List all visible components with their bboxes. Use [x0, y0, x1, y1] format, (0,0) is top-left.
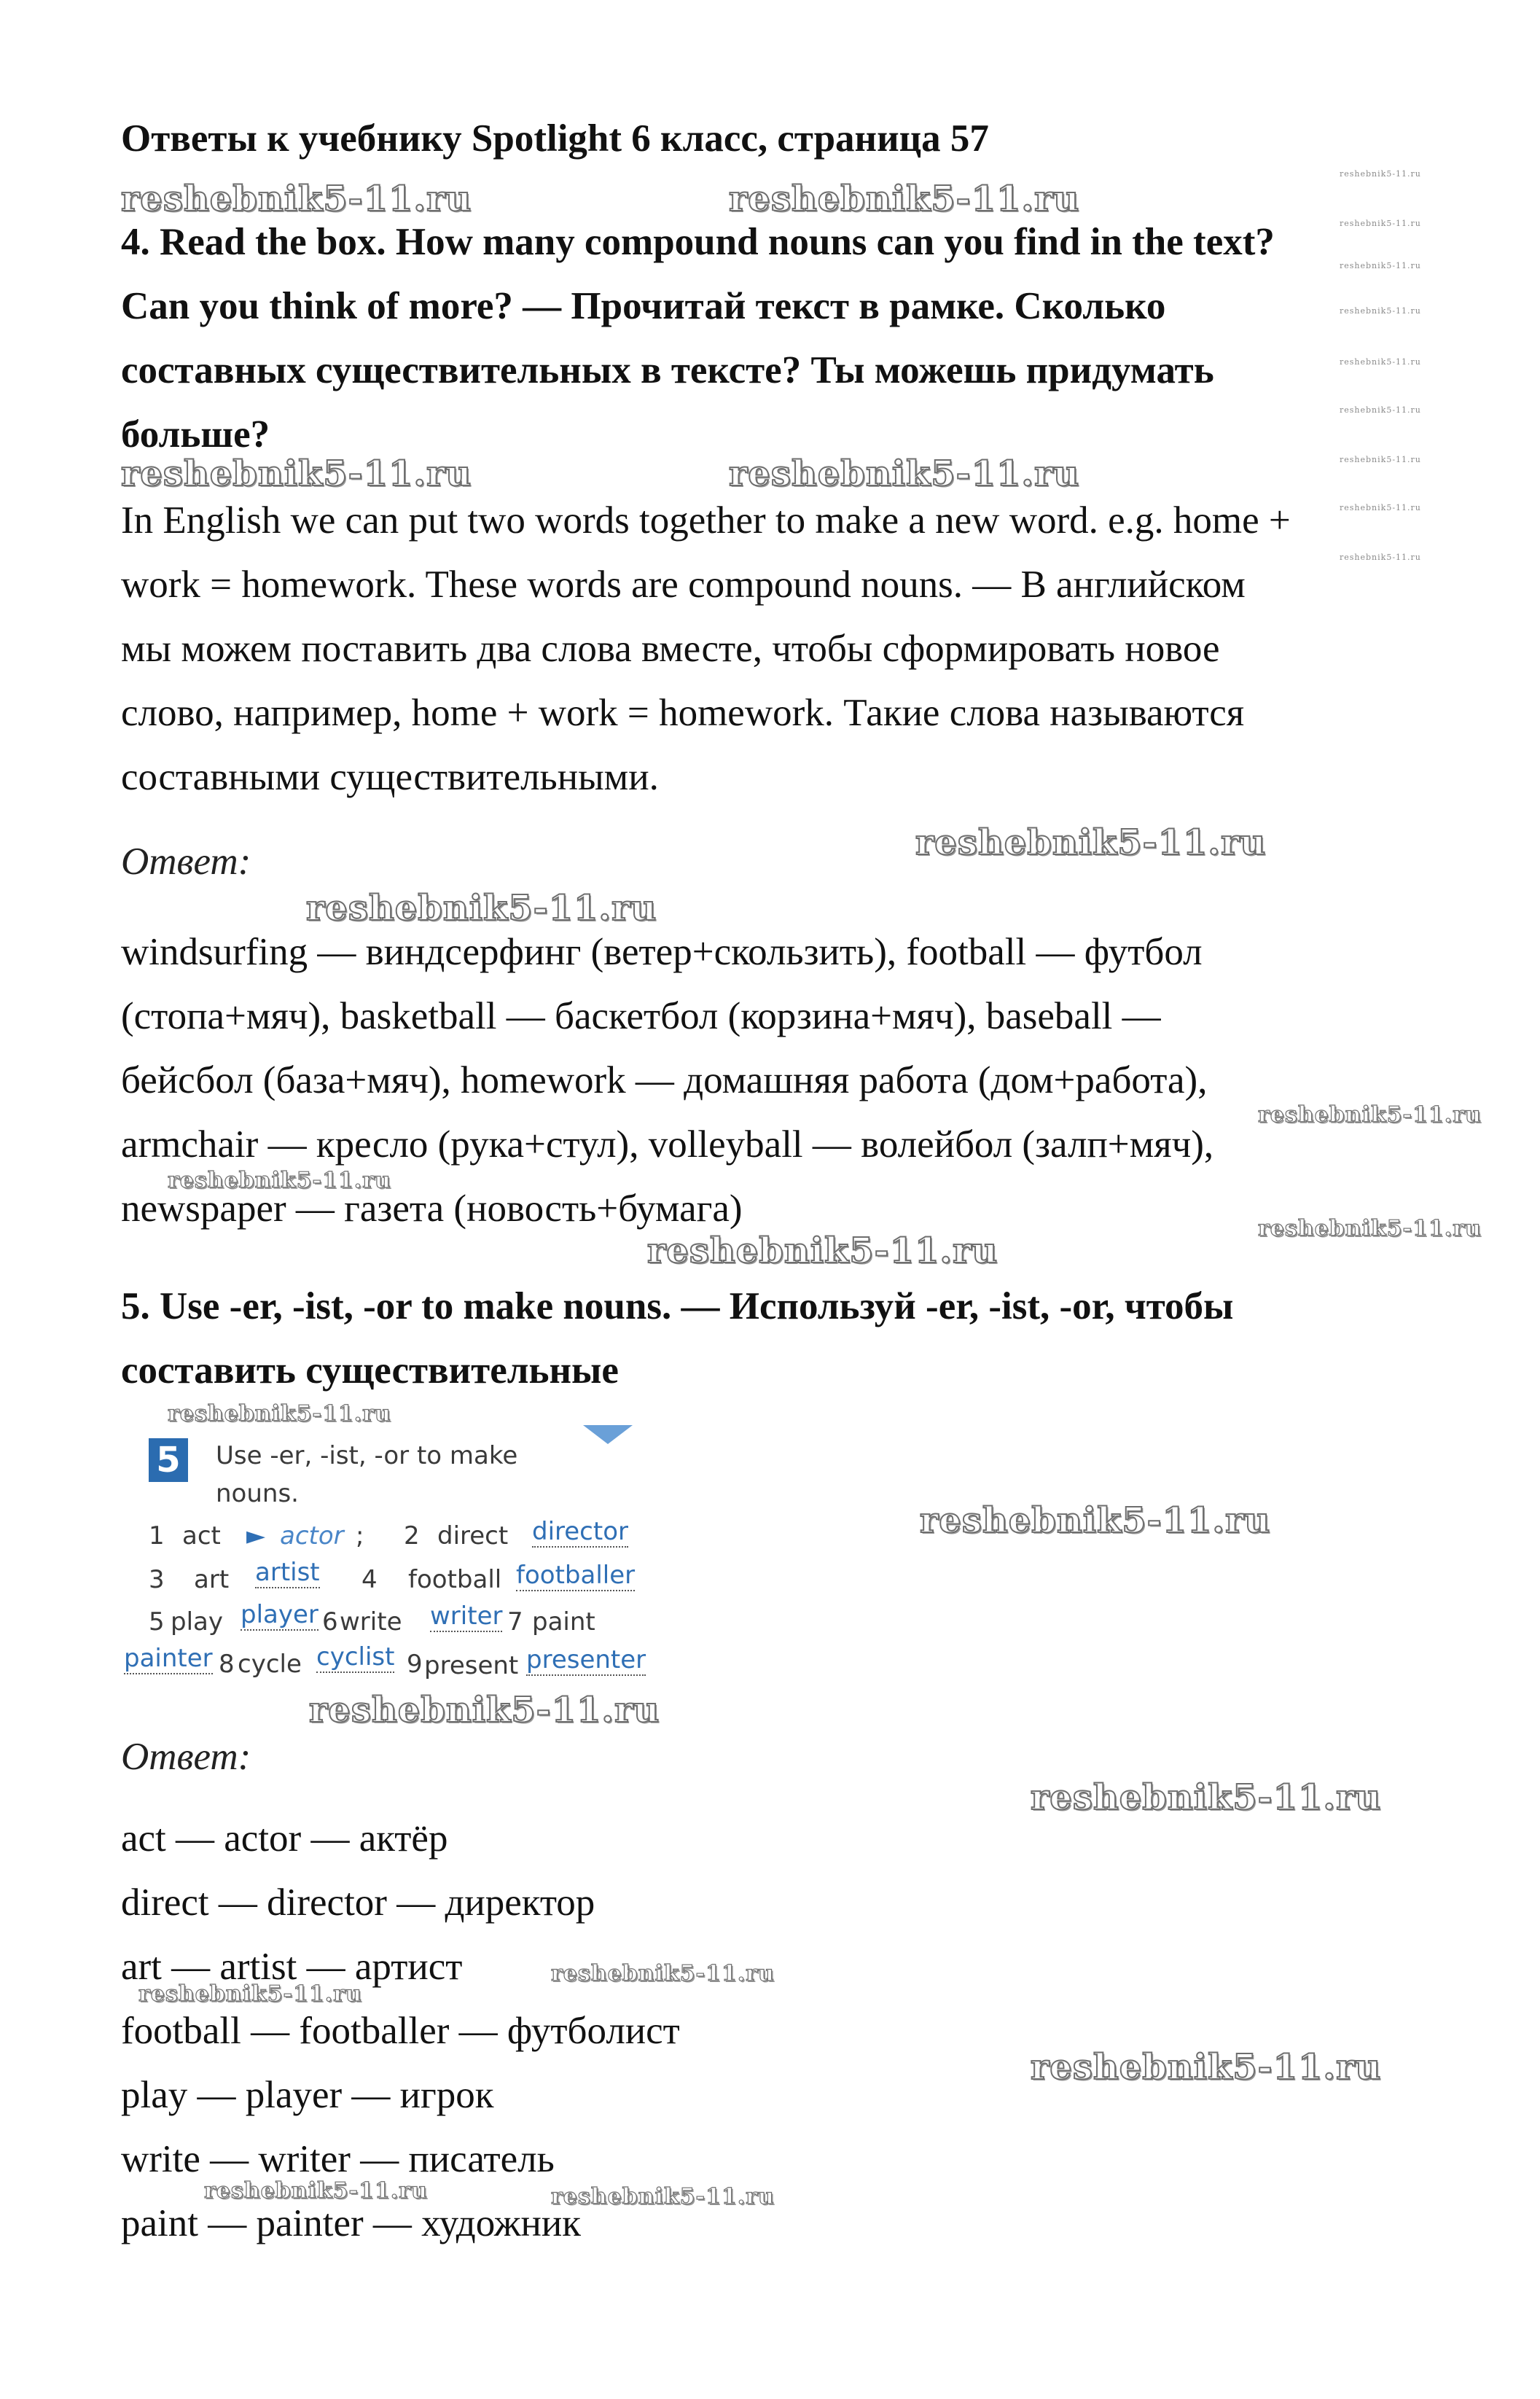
task5-answer-line: paint — painter — художник [121, 2202, 582, 2244]
item-number: 2 [404, 1521, 420, 1550]
item-number: 1 [149, 1521, 165, 1550]
instruction: nouns. [216, 1479, 299, 1508]
item-number: 3 [149, 1565, 165, 1594]
item-word: play [171, 1607, 223, 1637]
task4-text-line: составными существительными. [121, 756, 659, 798]
item-answer: cyclist [316, 1642, 395, 1672]
answer-label: Ответ: [121, 840, 251, 883]
page-title: Ответы к учебнику Spotlight 6 класс, страница 57 [121, 117, 989, 160]
item-number: 7 [507, 1607, 523, 1637]
item-word: cycle [238, 1650, 302, 1679]
item-answer: player [241, 1600, 318, 1629]
item-answer: writer [430, 1602, 503, 1631]
item-answer: footballer [516, 1561, 636, 1590]
watermark: reshebnik5-11.ru [306, 888, 657, 929]
task4-title-line: 4. Read the box. How many compound nouns can you find in the text? [121, 221, 1275, 263]
task5-title-line: 5. Use -er, -ist, -or to make nouns. — Используй -er, -ist, -or, чтобы [121, 1285, 1234, 1327]
task4-answer-line: newspaper — газета (новость+бумага) [121, 1187, 743, 1230]
task5-answer-line: art — artist — артист [121, 1946, 463, 1988]
task4-title-line: больше? [121, 413, 270, 456]
watermark: reshebnik5-11.ru [1340, 357, 1421, 367]
task4-answer-line: windsurfing — виндсерфинг (ветер+скользить), football — футбол [121, 931, 1203, 973]
exercise-number: 5 [149, 1438, 188, 1482]
item-number: 6 [322, 1607, 338, 1637]
watermark: reshebnik5-11.ru [121, 453, 472, 494]
watermark: reshebnik5-11.ru [1340, 219, 1421, 228]
watermark: reshebnik5-11.ru [309, 1690, 660, 1731]
item-answer: presenter [526, 1645, 646, 1674]
watermark: reshebnik5-11.ru [1340, 455, 1421, 464]
watermark: reshebnik5-11.ru [121, 179, 472, 219]
task4-title-line: составных существительных в тексте? Ты можешь придумать [121, 349, 1214, 391]
task4-text-line: мы можем поставить два слова вместе, чтобы сформировать новое [121, 628, 1220, 670]
item-answer: painter [124, 1644, 213, 1673]
task4-text-line: work = homework. These words are compound nouns. — В английском [121, 563, 1246, 606]
separator: ; [356, 1521, 364, 1550]
item-word: present [424, 1651, 519, 1680]
watermark: reshebnik5-11.ru [915, 822, 1267, 863]
item-number: 9 [407, 1650, 423, 1679]
task4-answer-line: бейсбол (база+мяч), homework — домашняя работа (дом+работа), [121, 1059, 1208, 1101]
task4-title-line: Can you think of more? — Прочитай текст в рамке. Сколько [121, 285, 1166, 327]
item-word: act [182, 1521, 221, 1550]
task4-text-line: слово, например, home + work = homework. Такие слова называются [121, 692, 1245, 734]
watermark: reshebnik5-11.ru [1340, 169, 1421, 179]
item-number: 4 [361, 1565, 378, 1594]
task4-answer-line: armchair — кресло (рука+стул), volleyball — волейбол (залп+мяч), [121, 1123, 1214, 1166]
arrow-icon: ► [246, 1521, 266, 1550]
watermark: reshebnik5-11.ru [729, 179, 1080, 219]
task5-answer-line: direct — director — директор [121, 1881, 595, 1924]
item-number: 8 [219, 1650, 235, 1679]
task5-answer-line: write — writer — писатель [121, 2138, 555, 2180]
item-number: 5 [149, 1607, 165, 1637]
item-answer: artist [255, 1558, 320, 1587]
answer-label: Ответ: [121, 1736, 251, 1778]
watermark: reshebnik5-11.ru [1340, 261, 1421, 270]
item-word: football [408, 1565, 502, 1594]
task5-answer-line: football — footballer — футболист [121, 2010, 680, 2052]
watermark: reshebnik5-11.ru [138, 1981, 362, 2007]
bookmark-ribbon-icon [583, 1425, 633, 1444]
instruction: Use -er, -ist, -or to make [216, 1441, 518, 1470]
watermark: reshebnik5-11.ru [920, 1500, 1271, 1541]
watermark: reshebnik5-11.ru [551, 1961, 775, 1986]
watermark: reshebnik5-11.ru [168, 1401, 391, 1427]
task5-answer-line: act — actor — актёр [121, 1817, 448, 1860]
watermark: reshebnik5-11.ru [1031, 2047, 1382, 2088]
watermark: reshebnik5-11.ru [1258, 1216, 1482, 1241]
watermark: reshebnik5-11.ru [729, 453, 1080, 494]
watermark: reshebnik5-11.ru [1340, 553, 1421, 562]
task4-answer-line: (стопа+мяч), basketball — баскетбол (корзина+мяч), baseball — [121, 995, 1161, 1037]
item-word: paint [532, 1607, 595, 1637]
watermark: reshebnik5-11.ru [1340, 306, 1421, 316]
watermark: reshebnik5-11.ru [1340, 503, 1421, 512]
textbook-excerpt [124, 1425, 663, 1695]
task5-answer-line: play — player — игрок [121, 2074, 494, 2116]
watermark: reshebnik5-11.ru [168, 1168, 391, 1193]
task4-text-line: In English we can put two words together to make a new word. e.g. home + [121, 499, 1291, 542]
item-word: art [194, 1565, 230, 1594]
item-answer: director [532, 1517, 628, 1546]
watermark: reshebnik5-11.ru [1340, 405, 1421, 415]
watermark: reshebnik5-11.ru [204, 2178, 428, 2204]
watermark: reshebnik5-11.ru [551, 2184, 775, 2209]
item-answer: actor [280, 1521, 344, 1550]
item-word: write [340, 1607, 402, 1637]
watermark: reshebnik5-11.ru [1258, 1102, 1482, 1128]
item-word: direct [437, 1521, 509, 1550]
watermark: reshebnik5-11.ru [1031, 1777, 1382, 1818]
task5-title-line: составить существительные [121, 1349, 619, 1392]
watermark: reshebnik5-11.ru [647, 1230, 998, 1271]
